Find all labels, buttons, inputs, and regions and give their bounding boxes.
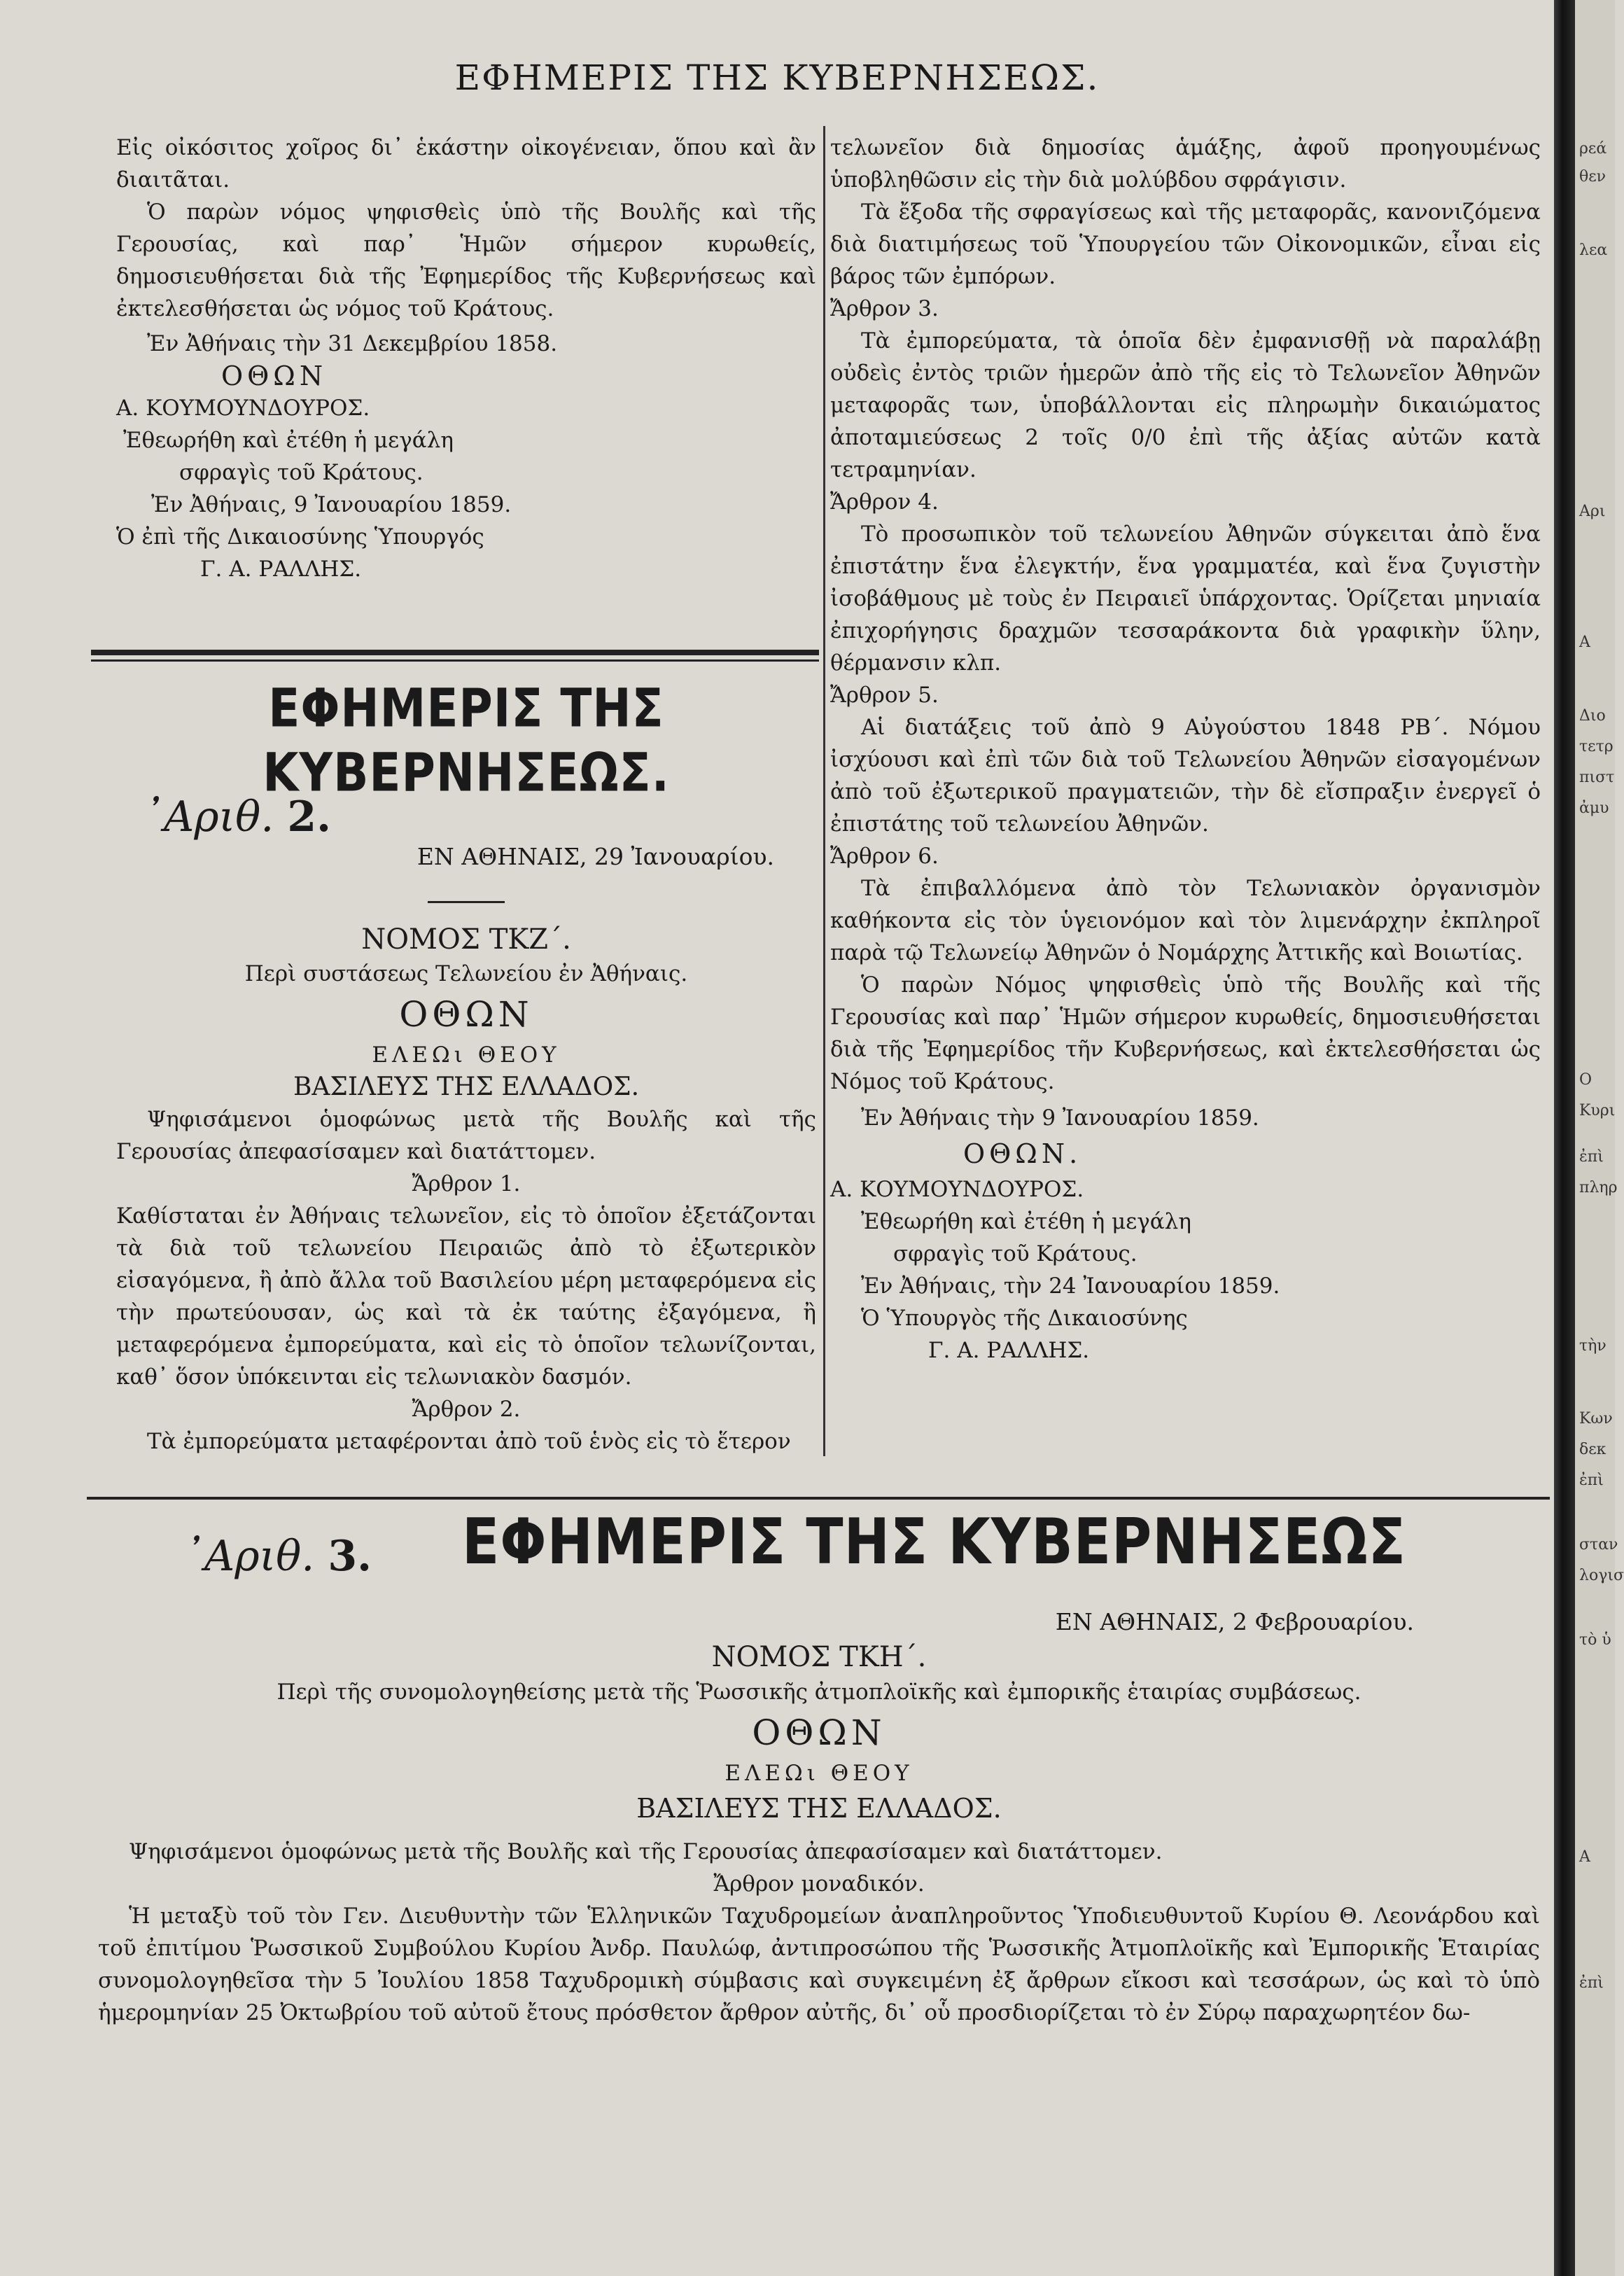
right-art6-text: Τὰ ἐπιβαλλόμενα ἀπὸ τὸν Τελωνιακὸν ὀργανισμὸν καθήκοντα εἰς τὸν ὑγειονόμον καὶ τὸν λιμενάρχην ἐκπληροῖ παρὰ τῷ Τελωνείῳ Ἀθηνῶν ὁ Νομάρχης Ἀττικῆς καὶ Βοιωτίας. <box>830 876 1541 965</box>
next-page-fragment: πιστ <box>1579 769 1615 786</box>
right-closing: Ὁ παρὼν Νόμος ψηφισθεὶς ὑπὸ τῆς Βουλῆς καὶ τῆς Γερουσίας καὶ παρ᾽ Ἡμῶν σήμερον κυρωθείς, δημοσιευθήσεται διὰ τῆς Ἐφημερίδος τῆν Κυβερνήσεως, καὶ ἐκτελεσθήσεται ὡς Νόμος τοῦ Κράτους. <box>830 972 1541 1094</box>
right-date: Ἐν Ἀθήναις τὴν 9 Ἰανουαρίου 1859. <box>861 1105 1259 1131</box>
right-art4-text: Τὸ προσωπικὸν τοῦ τελωνείου Ἀθηνῶν σύγκειται ἀπὸ ἕνα ἐπιστάτην ἕνα ἐλεγκτήν, ἕνα γραμματέα, καὶ ἕνα ζυγιστὴν ἰσοβάθμους μὲ τοὺς ἐν Πειραιεῖ ὑπάρχοντας. Ὁρίζεται μηνιαία ἐπιχορήγησις δραχμῶν τεσσαράκοντα διὰ γραφικὴν ὕλην, θέρμανσιν κλπ. <box>830 522 1541 676</box>
running-head: ΕΦΗΜΕΡΙΣ ΤΗΣ ΚΥΒΕΡΝΗΣΕΩΣ. <box>454 57 1100 98</box>
issue-2-art2-head: Ἄρθρον 2. <box>412 1397 521 1422</box>
issue-3-number-value: 3. <box>328 1532 372 1581</box>
issue-2-art2-text: Τὰ ἐμπορεύματα μεταφέρονται ἀπὸ τοῦ ἑνὸς εἰς τὸ ἕτερον <box>147 1429 791 1454</box>
issue-2-masthead: ΕΦΗΜΕΡΙΣ ΤΗΣ ΚΥΒΕΡΝΗΣΕΩΣ. <box>262 677 670 804</box>
right-cont: τελωνεῖον διὰ δημοσίας ἁμάξης, ἀφοῦ προηγουμένως ὑποβληθῶσιν εἰς τὴν διὰ μολύβδου σφράγισιν. <box>830 135 1541 193</box>
next-page-fragment: θεν <box>1579 168 1606 186</box>
separator-thick <box>91 650 819 655</box>
left-top-seal-1: Ἐθεωρήθη καὶ ἐτέθη ἡ μεγάλη <box>123 428 454 453</box>
issue-3-law-title: ΝΟΜΟΣ ΤΚΗ΄. <box>711 1641 927 1673</box>
next-page-fragment: σταν <box>1579 1536 1618 1554</box>
right-art5-head: Ἄρθρον 5. <box>830 683 939 708</box>
binding-gutter <box>1554 0 1575 2276</box>
right-seal-date: Ἐν Ἀθήναις, τὴν 24 Ἰανουαρίου 1859. <box>861 1273 1280 1299</box>
next-page-fragment: Α <box>1579 634 1590 651</box>
next-page-fragment: τὴν <box>1579 1337 1606 1355</box>
right-column <box>830 132 1541 1367</box>
right-seal-1: Ἐθεωρήθη καὶ ἐτέθη ἡ μεγάλη <box>861 1209 1191 1234</box>
next-page-fragment: Ο <box>1579 1071 1592 1089</box>
right-justice-title: Ὁ Ὑπουργὸς τῆς Δικαιοσύνης <box>861 1306 1188 1331</box>
issue-3-masthead: ΕΦΗΜΕΡΙΣ ΤΗΣ ΚΥΒΕΡΝΗΣΕΩΣ <box>462 1506 1406 1579</box>
issue-2-art1-head: Ἄρθρον 1. <box>412 1171 521 1196</box>
issue-2-number-value: 2. <box>287 793 332 842</box>
left-top-minister: Α. ΚΟΥΜΟΥΝΔΟΥΡΟΣ. <box>116 396 370 421</box>
issue-2-short-rule <box>428 901 505 903</box>
right-art6-head: Ἄρθρον 6. <box>830 844 939 869</box>
left-top-justice-title: Ὁ ἐπὶ τῆς Δικαιοσύνης Ὑπουργός <box>116 524 484 550</box>
issue-3-grace: ΕΛΕΩι ΘΕΟΥ <box>724 1761 913 1786</box>
issue-2 <box>116 672 816 1458</box>
issue-3-number <box>183 1532 372 1581</box>
issue-2-law-subject: Περὶ συστάσεως Τελωνείου ἐν Ἀθήναις. <box>244 961 688 986</box>
next-page-fragment: πληρ <box>1579 1179 1618 1196</box>
next-page-fragment: ἐπὶ <box>1579 1974 1604 1992</box>
left-top-king: ΟΘΩΝ <box>221 361 328 391</box>
next-page-fragment: Α <box>1579 1848 1590 1866</box>
issue-3-king: ΟΘΩΝ <box>752 1712 886 1753</box>
issue-3 <box>98 1506 1540 2029</box>
next-page-fragment: τὸ ὑ <box>1579 1631 1611 1649</box>
next-page-fragment: λογισ <box>1579 1567 1624 1584</box>
next-page-fragment: Διο <box>1579 707 1606 725</box>
next-page-fragment: ἐπὶ <box>1579 1472 1604 1489</box>
left-top-line-2: Ὁ παρὼν νόμος ψηφισθεὶς ὑπὸ τῆς Βουλῆς καὶ τῆς Γερουσίας, καὶ παρ᾽ Ἡμῶν σήμερον κυρωθείς, δημοσιευθήσεται διὰ τῆς Ἐφημερίδος τῆς Κυβερνήσεως καὶ ἐκτελεσθήσεται ὡς νόμος τοῦ Κράτους. <box>116 200 816 321</box>
left-top-line-1: Εἰς οἰκόσιτος χοῖρος δι᾽ ἑκάστην οἰκογένειαν, ὅπου καὶ ἂν διαιτᾶται. <box>116 135 816 193</box>
right-justice-name: Γ. Α. ΡΑΛΛΗΣ. <box>928 1338 1090 1363</box>
issue-2-grace: ΕΛΕΩι ΘΕΟΥ <box>372 1042 561 1068</box>
next-page-fragment: ἀμυ <box>1579 800 1609 817</box>
next-page-fragment: Αρι <box>1579 503 1606 520</box>
next-page-fragment: λεα <box>1579 242 1608 259</box>
next-page-fragment: δεκ <box>1579 1441 1606 1458</box>
next-page-fragment: Κυρι <box>1579 1102 1616 1119</box>
left-top-seal-2: σφραγὶς τοῦ Κράτους. <box>179 460 424 485</box>
issue-3-art-text: Ἡ μεταξὺ τοῦ τὸν Γεν. Διευθυντὴν τῶν Ἑλληνικῶν Ταχυδρομείων ἀναπληροῦντος Ὑποδιευθυντοῦ Κυρίου Θ. Λεονάρδου καὶ τοῦ ἐπιτίμου Ῥωσσικοῦ Συμβούλου Κυρίου Ἀνδρ. Παυλώφ, ἀντιπροσώπου τῆς Ῥωσσικῆς Ἀτμοπλοϊκῆς καὶ Ἐμπορικῆς Ἑταιρίας συνομολογηθεῖσα τὴν 5 Ἰουλίου 1858 Ταχυδρομικὴ σύμβασις καὶ συγκειμένη ἐξ ἄρθρων εἴκοσι καὶ τεσσάρων, ὡς καὶ τὸ ὑπὸ ἡμερομηνίαν 25 Ὀκτωβρίου τοῦ αὐτοῦ ἔτους πρόσθετον ἄρθρον αὐτῆς, δι᾽ οὗ προσδιορίζεται τὸ ἐν Σύρῳ παραχωρητέον δω- <box>98 1904 1540 2025</box>
next-page-fragment: ἐπὶ <box>1579 1148 1604 1166</box>
left-top-seal-date: Ἐν Ἀθήναις, 9 Ἰανουαρίου 1859. <box>151 492 512 517</box>
issue-3-number-label: ᾽Αριθ. <box>183 1532 315 1581</box>
issue-3-law-subject: Περὶ τῆς συνομολογηθείσης μετὰ τῆς Ῥωσσικῆς ἀτμοπλοϊκῆς καὶ ἐμπορικῆς ἑταιρίας συμβάσεως. <box>276 1680 1362 1705</box>
separator-thin <box>91 659 819 662</box>
left-column-top <box>116 132 816 585</box>
issue-3-art-head: Ἄρθρον μοναδικόν. <box>713 1871 925 1897</box>
issue-3-dateline: ΕΝ ΑΘΗΝΑΙΣ, 2 Φεβρουαρίου. <box>1055 1608 1414 1635</box>
next-page-edge <box>1575 0 1624 2276</box>
issue-2-king: ΟΘΩΝ <box>399 994 533 1035</box>
left-top-justice-name: Γ. Α. ΡΑΛΛΗΣ. <box>200 557 362 582</box>
right-king: ΟΘΩΝ. <box>963 1138 1082 1169</box>
issue-2-king-title: ΒΑΣΙΛΕΥΣ ΤΗΣ ΕΛΛΑΔΟΣ. <box>293 1073 640 1101</box>
issue-3-king-title: ΒΑΣΙΛΕΥΣ ΤΗΣ ΕΛΛΑΔΟΣ. <box>636 1793 1002 1824</box>
column-rule <box>823 126 825 1456</box>
next-page-fragment: τετρ <box>1579 738 1614 755</box>
right-art4-head: Ἄρθρον 4. <box>830 489 939 515</box>
separator-issue-3 <box>87 1497 1550 1500</box>
next-page-fragment: Κων <box>1579 1410 1613 1427</box>
issue-2-dateline: ΕΝ ΑΘΗΝΑΙΣ, 29 Ἰανουαρίου. <box>416 843 774 870</box>
right-art3-head: Ἄρθρον 3. <box>830 296 939 321</box>
right-minister: Α. ΚΟΥΜΟΥΝΔΟΥΡΟΣ. <box>830 1177 1084 1202</box>
right-seal-2: σφραγὶς τοῦ Κράτους. <box>893 1241 1138 1266</box>
right-art5-text: Αἱ διατάξεις τοῦ ἀπὸ 9 Αὐγούστου 1848 ΡΒ΄. Νόμου ἰσχύουσι καὶ ἐπὶ τῶν διὰ τοῦ Τελωνείου Ἀθηνῶν εἰσαγομένων ἀπὸ τοῦ ἐξωτερικοῦ πραγματειῶν, τὴν δὲ εἴσπραξιν ἐνεργεῖ ὁ ἐπιστάτης τοῦ τελωνείου Ἀθηνῶν. <box>830 715 1541 837</box>
issue-2-number-label: ᾽Αριθ. <box>143 793 274 842</box>
left-top-date: Ἐν Ἀθήναις τὴν 31 Δεκεμβρίου 1858. <box>147 331 558 356</box>
issue-2-art1-text: Καθίσταται ἐν Ἀθήναις τελωνεῖον, εἰς τὸ ὁποῖον ἐξετάζονται τὰ διὰ τοῦ τελωνείου Πειραιῶς ἀπὸ τὸ ἐξωτερικὸν εἰσαγόμενα, ἢ ἀπὸ ἄλλα τοῦ Βασιλείου μέρη μεταφερόμενα εἰς τὴν πρωτεύουσαν, ὡς καὶ τὰ ἐκ ταύτης ἐξαγόμενα, ἢ μεταφερόμενα ἐμπορεύματα, καὶ εἰς τὸ ὁποῖον τελωνίζονται, καθ᾽ ὅσον ὑπόκεινται εἰς τελωνιακὸν δασμόν. <box>116 1203 816 1390</box>
right-cont-2: Τὰ ἔξοδα τῆς σφραγίσεως καὶ τῆς μεταφορᾶς, κανονιζόμενα διὰ διατιμήσεως τοῦ Ὑπουργείου τῶν Οἰκονομικῶν, εἶναι εἰς βάρος τῶν ἐμπόρων. <box>830 200 1541 289</box>
next-page-fragment: ρεά <box>1579 140 1607 158</box>
issue-2-law-title: ΝΟΜΟΣ ΤΚΖ΄. <box>361 923 571 956</box>
issue-3-preamble: Ψηφισάμενοι ὁμοφώνως μετὰ τῆς Βουλῆς καὶ τῆς Γερουσίας ἀπεφασίσαμεν καὶ διατάττομεν. <box>129 1839 1163 1864</box>
issue-2-preamble: Ψηφισάμενοι ὁμοφώνως μετὰ τῆς Βουλῆς καὶ τῆς Γερουσίας ἀπεφασίσαμεν καὶ διατάττομεν. <box>116 1107 816 1164</box>
right-art3-text: Τὰ ἐμπορεύματα, τὰ ὁποῖα δὲν ἐμφανισθῇ νὰ παραλάβῃ οὐδεὶς ἐντὸς τριῶν ἡμερῶν ἀπὸ τῆς εἰς τὸ Τελωνεῖον Ἀθηνῶν μεταφορᾶς των, ὑποβάλλονται εἰς πληρωμὴν δικαιώματος ἀποταμιεύσεως 2 τοῖς 0/0 ἐπὶ τῆς ἀξίας αὐτῶν κατὰ τετραμηνίαν. <box>830 328 1541 482</box>
